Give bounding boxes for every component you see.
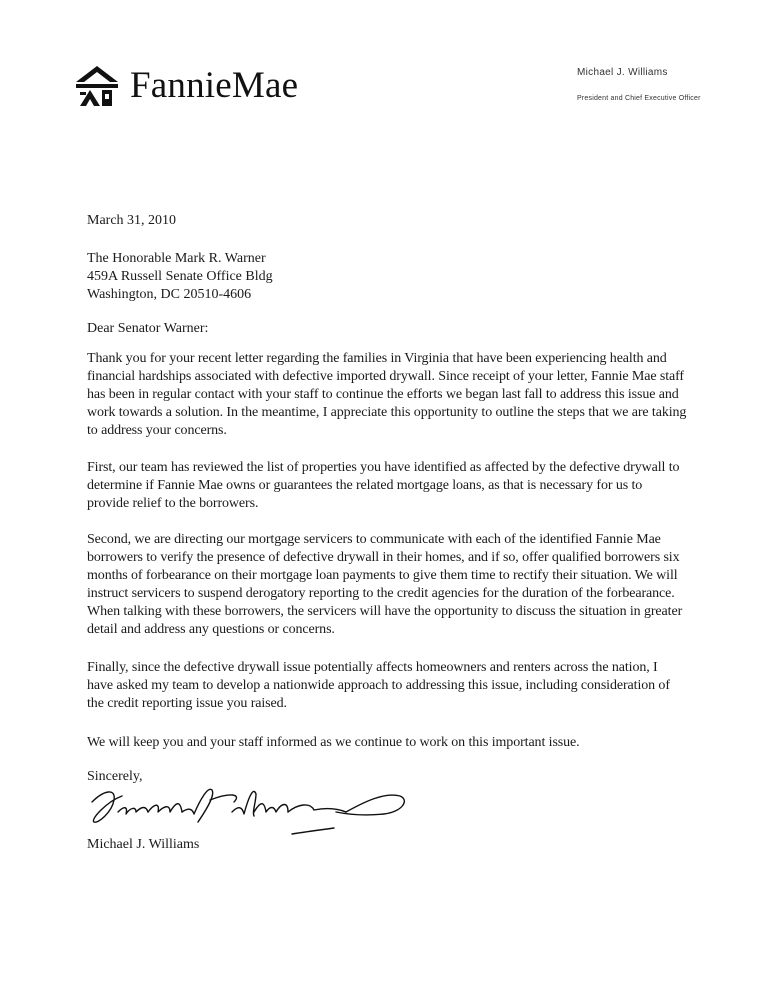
executive-title: President and Chief Executive Officer bbox=[577, 95, 701, 102]
paragraph-2: First, our team has reviewed the list of properties you have identified as affected by the defective drywall to determine if Fannie Mae owns or guarantees the related mortgage loans, as that is necessary for us to provide relief to the borrowers. bbox=[87, 460, 680, 511]
recipient-address-line2: Washington, DC 20510-4606 bbox=[87, 287, 252, 302]
letter-date: March 31, 2010 bbox=[87, 213, 177, 228]
paragraph-1: Thank you for your recent letter regarding the families in Virginia that have been experiencing health and financial hardships associated with defective imported drywall. Since receipt of your letter, Fannie Mae staff has been in regular contact with your staff to continue the efforts we began last fall to address this issue and work towards a solution. In the meantime, I appreciate this opportunity to outline the steps that we are taking to address your concerns. bbox=[87, 351, 687, 438]
closing: Sincerely, bbox=[87, 769, 143, 784]
executive-block bbox=[577, 66, 701, 104]
fannie-mae-house-icon bbox=[74, 64, 120, 106]
executive-name: Michael J. Williams bbox=[577, 67, 668, 78]
paragraph-4: Finally, since the defective drywall issue potentially affects homeowners and renters across the nation, I have asked my team to develop a nationwide approach to addressing this issue, including consideration of the credit reporting issue you raised. bbox=[87, 660, 670, 711]
company-logo bbox=[74, 64, 298, 106]
recipient-address-line1: 459A Russell Senate Office Bldg bbox=[87, 269, 273, 284]
company-name: FannieMae bbox=[130, 65, 299, 106]
recipient-address bbox=[87, 250, 687, 304]
paragraph-5: We will keep you and your staff informed as we continue to work on this important issue. bbox=[87, 735, 580, 750]
signer-name: Michael J. Williams bbox=[87, 837, 200, 852]
salutation: Dear Senator Warner: bbox=[87, 321, 209, 336]
recipient-name: The Honorable Mark R. Warner bbox=[87, 251, 266, 266]
paragraph-3: Second, we are directing our mortgage servicers to communicate with each of the identified Fannie Mae borrowers to verify the presence of defective drywall in their homes, and if so, offer qualified borrowers six months of forbearance on their mortgage loan payments to give them time to rectify their situation. We will instruct servicers to suspend derogatory reporting to the credit agencies for the duration of the forbearance. When talking with these borrowers, the servicers will have the opportunity to discuss the situation in greater detail and address any questions or concerns. bbox=[87, 532, 683, 637]
